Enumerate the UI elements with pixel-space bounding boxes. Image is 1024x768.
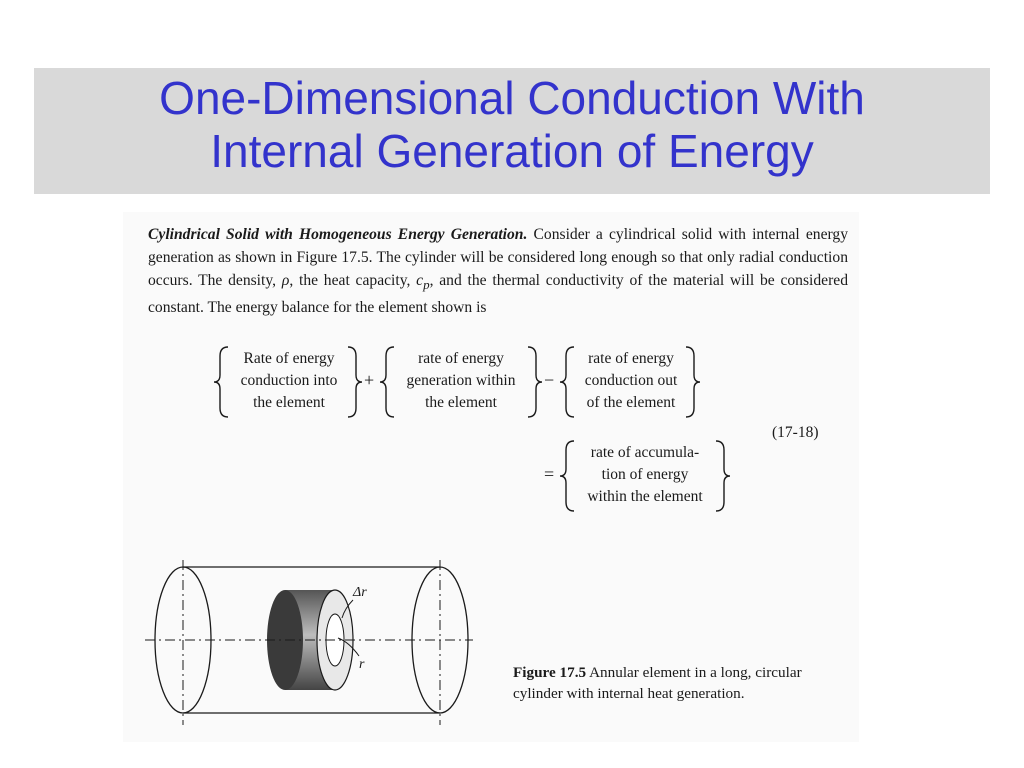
title-line-1: One-Dimensional Conduction With bbox=[159, 72, 865, 124]
term2-line2: generation within bbox=[406, 372, 516, 389]
plus-operator: + bbox=[364, 370, 375, 390]
term1-line3: the element bbox=[253, 394, 325, 411]
term1-line2: conduction into bbox=[240, 372, 338, 389]
term1-line1: Rate of energy bbox=[243, 350, 335, 367]
term-generation bbox=[390, 348, 532, 414]
term2-line3: the element bbox=[425, 394, 497, 411]
figure-caption bbox=[513, 662, 813, 704]
r-label: r bbox=[359, 657, 365, 672]
body-text-1: Consider a cylindrical solid with internal energy generation as shown in Figure 17.5. The cylinder will be considered long enough so that only radial conduction occurs. The density, bbox=[148, 226, 848, 289]
cp-symbol: c bbox=[416, 271, 424, 289]
figure-caption-text: Annular element in a long, circular cylinder with internal heat generation. bbox=[513, 664, 802, 702]
term3-line3: of the element bbox=[586, 394, 676, 411]
term2-line1: rate of energy bbox=[418, 350, 504, 367]
term3-line1: rate of energy bbox=[588, 350, 674, 367]
equation-number: (17-18) bbox=[772, 424, 819, 441]
title-line-2: Internal Generation of Energy bbox=[210, 125, 814, 177]
figure-caption-label: Figure 17.5 bbox=[513, 664, 587, 681]
body-text-2: , the heat capacity, bbox=[289, 271, 417, 289]
term3-line2: conduction out bbox=[584, 372, 678, 389]
cp-subscript: p bbox=[423, 276, 430, 292]
term4-line3: within the element bbox=[587, 488, 703, 505]
term4-line1: rate of accumula- bbox=[590, 444, 700, 461]
rho-symbol: ρ bbox=[281, 271, 290, 289]
term-accumulation bbox=[570, 442, 720, 508]
dr-label: Δr bbox=[353, 585, 367, 600]
body-text-3: , and the thermal conductivity of the material will be considered constant. The energy balance for the element shown is bbox=[148, 271, 848, 316]
minus-operator: − bbox=[544, 370, 555, 390]
term-conduction-in bbox=[226, 348, 352, 414]
term-conduction-out bbox=[570, 348, 692, 414]
section-lead: Cylindrical Solid with Homogeneous Energy Generation. bbox=[148, 226, 528, 243]
equals-operator: = bbox=[544, 464, 555, 484]
cylinder-figure bbox=[135, 560, 475, 750]
term4-line2: tion of energy bbox=[601, 466, 689, 483]
